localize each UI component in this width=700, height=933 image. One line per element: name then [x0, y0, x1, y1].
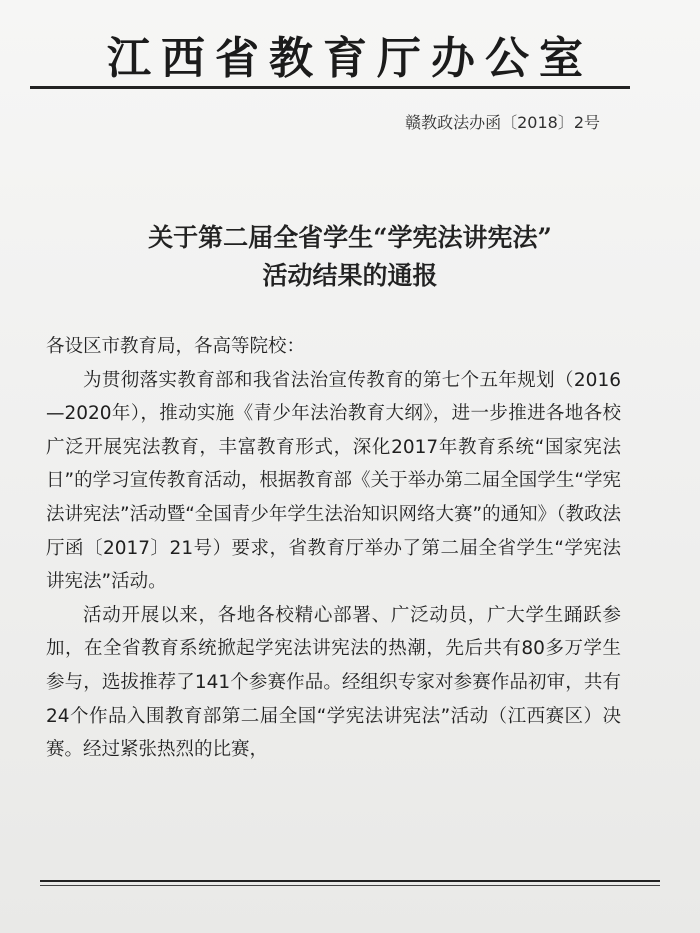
footer-divider-thin — [40, 885, 660, 886]
salutation: 各设区市教育局，各高等院校： — [46, 336, 306, 357]
notice-title-line1: 关于第二届全省学生“学宪法讲宪法” — [148, 223, 552, 252]
body-paragraph-2: 活动开展以来，各地各校精心部署、广泛动员，广大学生踊跃参加，在全省教育系统掀起学宪法讲宪法的热潮，先后共有80多万学生参与，选拔推荐了141个参赛作品。经组织专家对参赛作品初审，共有24个作品入围教育部第二届全国“学宪法讲宪法”活动（江西赛区）决赛。经过紧张热烈的比赛， — [46, 604, 621, 761]
body-paragraph-1: 为贯彻落实教育部和我省法治宣传教育的第七个五年规划（2016—2020年），推动实施《青少年法治教育大纲》，进一步推进各地各校广泛开展宪法教育，丰富教育形式，深化2017年教育系统“国家宪法日”的学习宣传教育活动，根据教育部《关于举办第二届全国学生“学宪法讲宪法”活动暨“全国青少年学生法治知识网络大赛”的通知》（教政法厅函〔2017〕21号）要求，省教育厅举办了第二届全省学生“学宪法讲宪法”活动。 — [46, 369, 621, 593]
header-divider — [30, 86, 630, 89]
footer-divider — [40, 880, 660, 882]
notice-body — [46, 330, 621, 767]
notice-title-line2: 活动结果的通报 — [262, 261, 438, 290]
document-number: 赣教政法办函〔2018〕2号 — [405, 113, 600, 132]
issuing-office-title: 江西省教育厅办公室 — [107, 33, 593, 84]
